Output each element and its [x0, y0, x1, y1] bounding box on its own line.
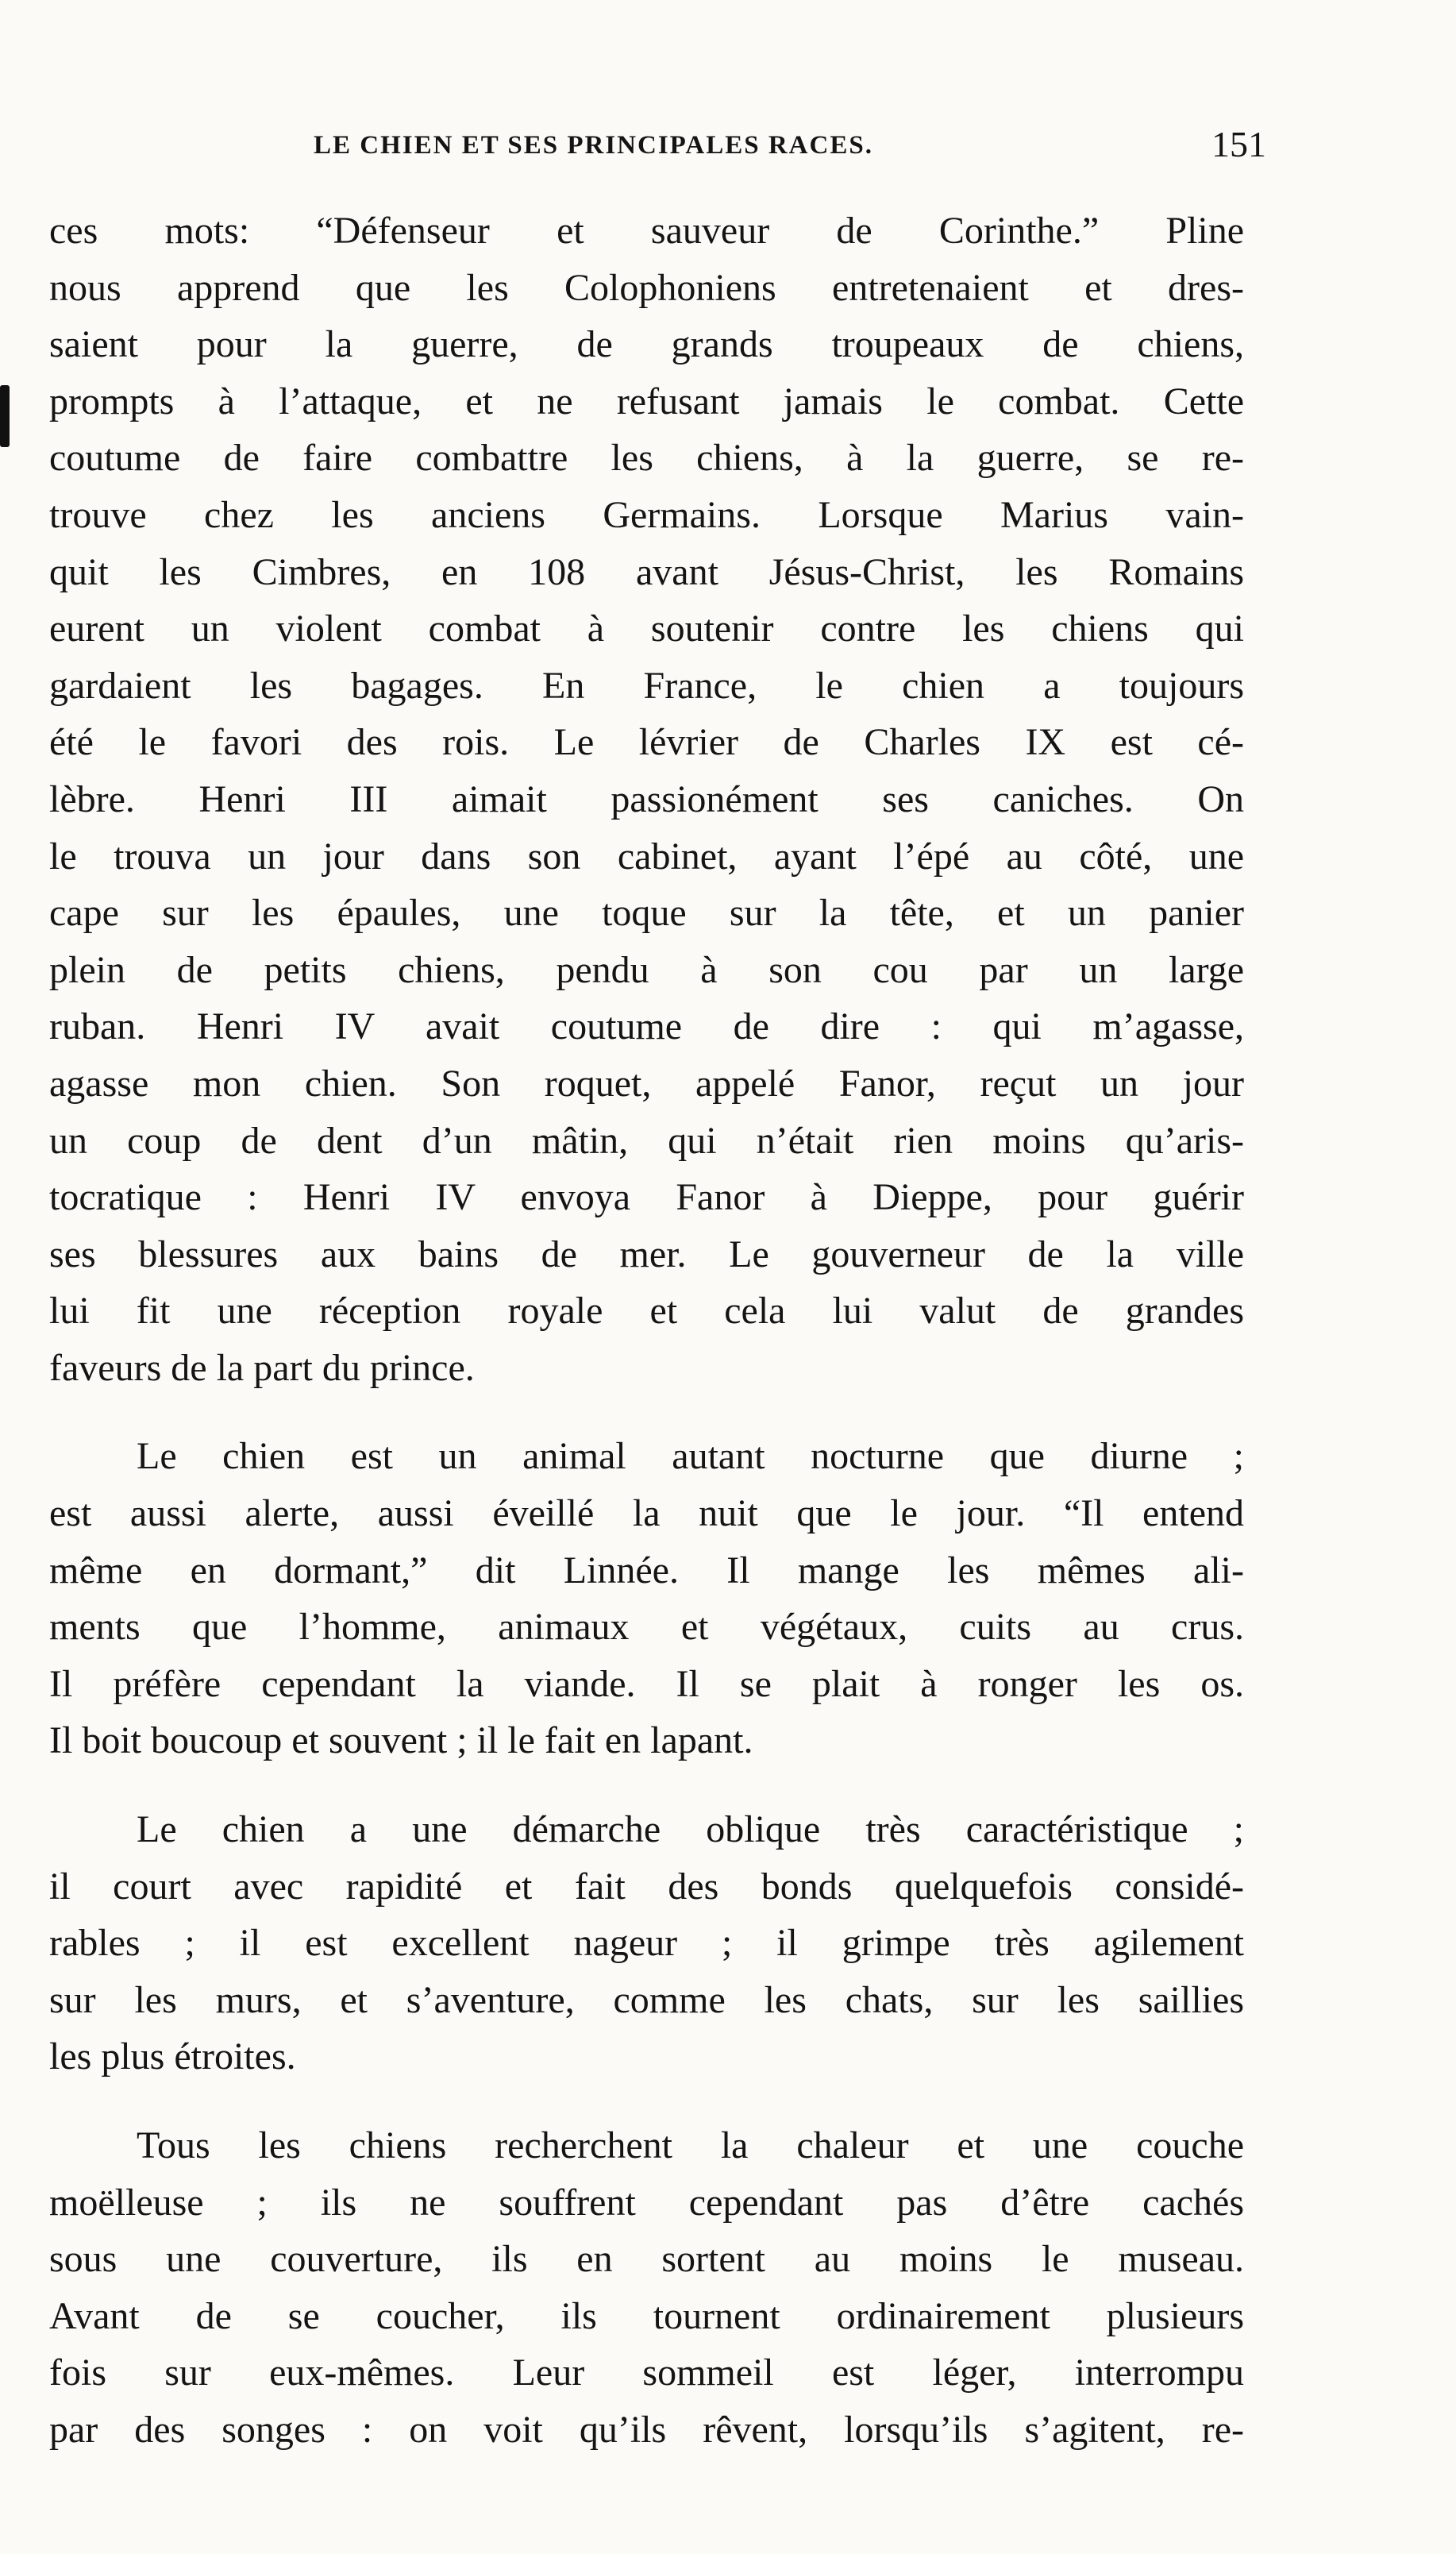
text-line: Il préfère cependant la viande. Il se plait à ronger les os.: [49, 1662, 1244, 1705]
text-line: même en dormant,” dit Linnée. Il mange les mêmes ali-: [49, 1549, 1244, 1591]
text-line: faveurs de la part du prince.: [49, 1346, 475, 1389]
text-line: saient pour la guerre, de grands troupeaux de chiens,: [49, 323, 1244, 366]
paragraph-2: [49, 1428, 1244, 1769]
text-line: tocratique : Henri IV envoya Fanor à Dieppe, pour guérir: [49, 1176, 1244, 1219]
text-line: il court avec rapidité et fait des bonds quelquefois considé-: [49, 1865, 1244, 1908]
text-line: Il boit boucoup et souvent ; il le fait en lapant.: [49, 1719, 753, 1762]
text-line: ses blessures aux bains de mer. Le gouverneur de la ville: [49, 1233, 1244, 1275]
text-line: prompts à l’attaque, et ne refusant jamais le combat. Cette: [49, 380, 1244, 422]
paragraph-1: [49, 203, 1244, 1396]
text-line: agasse mon chien. Son roquet, appelé Fanor, reçut un jour: [49, 1062, 1244, 1105]
text-line: est aussi alerte, aussi éveillé la nuit que le jour. “Il entend: [49, 1492, 1244, 1535]
text-line: ments que l’homme, animaux et végétaux, cuits au crus.: [49, 1606, 1244, 1649]
text-line: coutume de faire combattre les chiens, à la guerre, se re-: [49, 437, 1244, 480]
text-line: sur les murs, et s’aventure, comme les chats, sur les saillies: [49, 1978, 1244, 2021]
text-line: Le chien a une démarche oblique très caractéristique ;: [137, 1808, 1244, 1851]
text-line: Tous les chiens recherchent la chaleur et une couche: [137, 2124, 1244, 2166]
paragraph-4: [49, 2117, 1244, 2459]
text-line: quit les Cimbres, en 108 avant Jésus-Christ, les Romains: [49, 550, 1244, 593]
text-line: le trouva un jour dans son cabinet, ayant l’épé au côté, une: [49, 835, 1244, 878]
text-line: ruban. Henri IV avait coutume de dire : qui m’agasse,: [49, 1005, 1244, 1048]
text-line: trouve chez les anciens Germains. Lorsque Marius vain-: [49, 493, 1244, 536]
running-title: LE CHIEN ET SES PRINCIPALES RACES.: [314, 131, 873, 160]
text-line: lèbre. Henri III aimait passionément ses caniches. On: [49, 777, 1244, 820]
text-line: Avant de se coucher, ils tournent ordinairement plusieurs: [49, 2294, 1244, 2337]
text-line: eurent un violent combat à soutenir contre les chiens qui: [49, 608, 1244, 650]
paragraph-3: [49, 1801, 1244, 2085]
text-line: rables ; il est excellent nageur ; il grimpe très agilement: [49, 1922, 1244, 1965]
text-line: plein de petits chiens, pendu à son cou par un large: [49, 948, 1244, 991]
text-line: lui fit une réception royale et cela lui valut de grandes: [49, 1290, 1244, 1333]
text-line: par des songes : on voit qu’ils rêvent, lorsqu’ils s’agitent, re-: [49, 2408, 1244, 2451]
text-line: moëlleuse ; ils ne souffrent cependant pas d’être cachés: [49, 2181, 1244, 2224]
text-line: les plus étroites.: [49, 2035, 296, 2078]
text-line: été le favori des rois. Le lévrier de Charles IX est cé-: [49, 721, 1244, 764]
text-line: gardaient les bagages. En France, le chien a toujours: [49, 664, 1244, 707]
text-line: Le chien est un animal autant nocturne que diurne ;: [137, 1435, 1244, 1478]
text-line: cape sur les épaules, une toque sur la tête, et un panier: [49, 892, 1244, 935]
text-line: ces mots: “Défenseur et sauveur de Corinthe.” Pline: [49, 210, 1244, 252]
page-number: 151: [1211, 124, 1266, 164]
page-body: [49, 203, 1244, 2459]
scan-edge-mark: [0, 385, 10, 447]
text-line: sous une couverture, ils en sortent au moins le museau.: [49, 2238, 1244, 2281]
page-header: [314, 124, 1266, 179]
text-line: fois sur eux-mêmes. Leur sommeil est léger, interrompu: [49, 2351, 1244, 2394]
text-line: nous apprend que les Colophoniens entretenaient et dres-: [49, 266, 1244, 309]
text-line: un coup de dent d’un mâtin, qui n’était rien moins qu’aris-: [49, 1119, 1244, 1162]
